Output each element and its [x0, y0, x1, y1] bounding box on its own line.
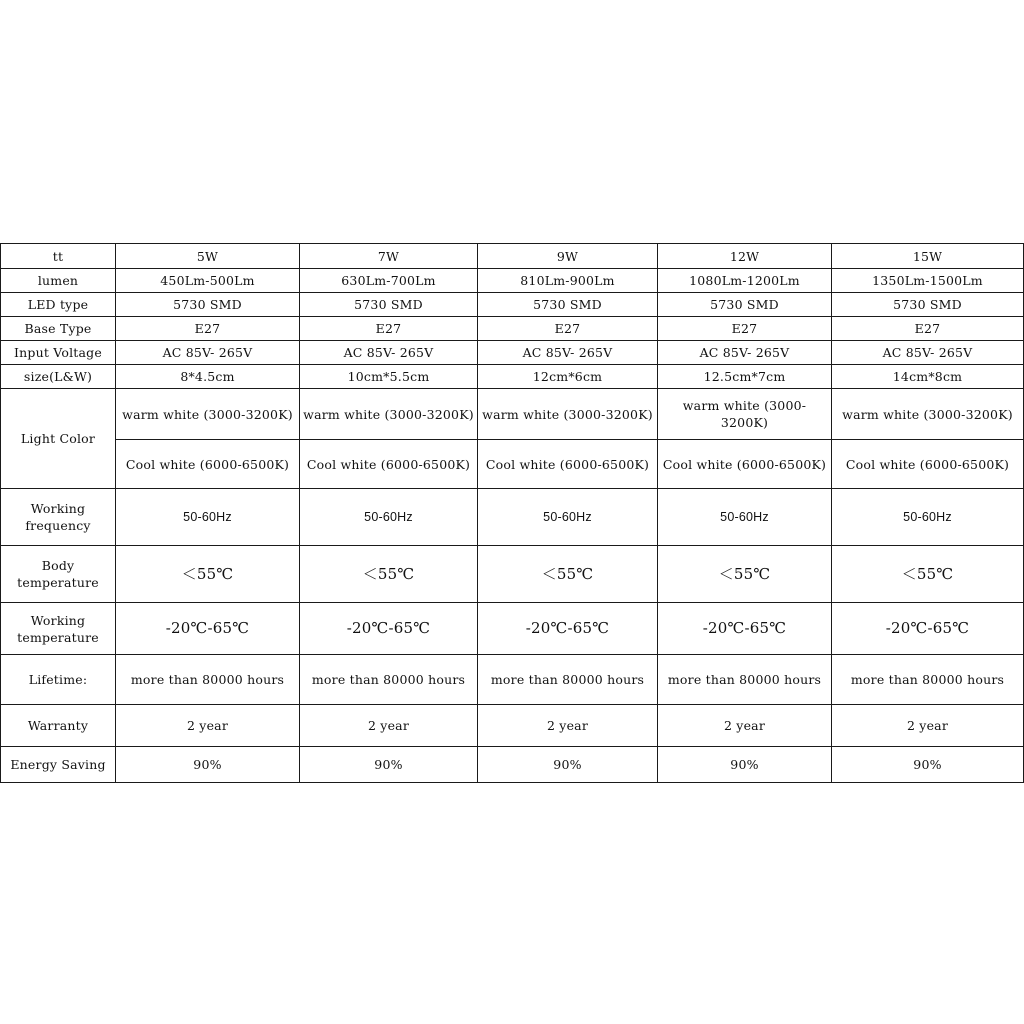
input-voltage-12w: AC 85V- 265V	[658, 341, 832, 365]
row-label-warranty: Warranty	[1, 705, 116, 747]
row-label-lumen: lumen	[1, 269, 116, 293]
lifetime-7w: more than 80000 hours	[300, 655, 478, 705]
size-5w: 8*4.5cm	[116, 365, 300, 389]
working-temperature-7w: -20℃-65℃	[300, 603, 478, 655]
energy-saving-12w: 90%	[658, 747, 832, 783]
body-temperature-7w: ＜55℃	[300, 546, 478, 603]
working-frequency-row	[1, 489, 1024, 546]
body-temperature-row	[1, 546, 1024, 603]
input-voltage-9w: AC 85V- 265V	[478, 341, 658, 365]
row-label-working-frequency	[1, 489, 116, 546]
input-voltage-15w: AC 85V- 265V	[832, 341, 1024, 365]
row-label-base-type: Base Type	[1, 317, 116, 341]
lifetime-5w: more than 80000 hours	[116, 655, 300, 705]
lumen-7w: 630Lm-700Lm	[300, 269, 478, 293]
light-color-cool-row	[1, 440, 1024, 489]
frequency-9w: 50-60Hz	[478, 489, 658, 546]
working-temperature-5w: -20℃-65℃	[116, 603, 300, 655]
light-color-warm-row	[1, 389, 1024, 440]
working-temperature-row	[1, 603, 1024, 655]
frequency-5w: 50-60Hz	[116, 489, 300, 546]
energy-saving-9w: 90%	[478, 747, 658, 783]
cool-white-15w: Cool white (6000-6500K)	[832, 440, 1024, 489]
frequency-12w: 50-60Hz	[658, 489, 832, 546]
body-temperature-label-line2: temperature	[17, 575, 99, 590]
warm-white-9w: warm white (3000-3200K)	[478, 389, 658, 440]
body-temperature-12w: ＜55℃	[658, 546, 832, 603]
warm-white-7w: warm white (3000-3200K)	[300, 389, 478, 440]
warranty-7w: 2 year	[300, 705, 478, 747]
lifetime-12w: more than 80000 hours	[658, 655, 832, 705]
warm-white-5w: warm white (3000-3200K)	[116, 389, 300, 440]
lumen-row	[1, 269, 1024, 293]
lumen-5w: 450Lm-500Lm	[116, 269, 300, 293]
warranty-12w: 2 year	[658, 705, 832, 747]
warranty-9w: 2 year	[478, 705, 658, 747]
body-temperature-5w: ＜55℃	[116, 546, 300, 603]
cool-white-12w: Cool white (6000-6500K)	[658, 440, 832, 489]
led-type-5w: 5730 SMD	[116, 293, 300, 317]
header-row	[1, 244, 1024, 269]
size-7w: 10cm*5.5cm	[300, 365, 478, 389]
size-row	[1, 365, 1024, 389]
working-temperature-label-line1: Working	[30, 612, 86, 628]
size-9w: 12cm*6cm	[478, 365, 658, 389]
row-label-size: size(L&W)	[1, 365, 116, 389]
row-label-energy-saving: Energy Saving	[1, 747, 116, 783]
input-voltage-5w: AC 85V- 265V	[116, 341, 300, 365]
corner-cell: tt	[1, 244, 116, 269]
warm-white-12w: warm white (3000-3200K)	[658, 389, 832, 440]
working-temperature-12w: -20℃-65℃	[658, 603, 832, 655]
body-temperature-15w: ＜55℃	[832, 546, 1024, 603]
working-frequency-label-line1: Working	[30, 501, 86, 516]
base-type-12w: E27	[658, 317, 832, 341]
led-type-7w: 5730 SMD	[300, 293, 478, 317]
base-type-5w: E27	[116, 317, 300, 341]
input-voltage-row	[1, 341, 1024, 365]
spec-table	[0, 243, 1024, 783]
energy-saving-15w: 90%	[832, 747, 1024, 783]
energy-saving-7w: 90%	[300, 747, 478, 783]
warranty-15w: 2 year	[832, 705, 1024, 747]
cool-white-7w: Cool white (6000-6500K)	[300, 440, 478, 489]
working-temperature-15w: -20℃-65℃	[832, 603, 1024, 655]
lifetime-15w: more than 80000 hours	[832, 655, 1024, 705]
base-type-9w: E27	[478, 317, 658, 341]
size-12w: 12.5cm*7cm	[658, 365, 832, 389]
led-type-row	[1, 293, 1024, 317]
working-temperature-label-line2: temperature	[17, 629, 99, 645]
lifetime-row	[1, 655, 1024, 705]
row-label-input-voltage: Input Voltage	[1, 341, 116, 365]
cool-white-5w: Cool white (6000-6500K)	[116, 440, 300, 489]
cool-white-9w: Cool white (6000-6500K)	[478, 440, 658, 489]
base-type-row	[1, 317, 1024, 341]
lumen-15w: 1350Lm-1500Lm	[832, 269, 1024, 293]
frequency-15w: 50-60Hz	[832, 489, 1024, 546]
lumen-9w: 810Lm-900Lm	[478, 269, 658, 293]
base-type-15w: E27	[832, 317, 1024, 341]
column-header-5w: 5W	[116, 244, 300, 269]
warranty-row	[1, 705, 1024, 747]
column-header-12w: 12W	[658, 244, 832, 269]
base-type-7w: E27	[300, 317, 478, 341]
row-label-lifetime: Lifetime:	[1, 655, 116, 705]
led-type-12w: 5730 SMD	[658, 293, 832, 317]
row-label-body-temperature	[1, 546, 116, 603]
energy-saving-5w: 90%	[116, 747, 300, 783]
led-type-9w: 5730 SMD	[478, 293, 658, 317]
size-15w: 14cm*8cm	[832, 365, 1024, 389]
input-voltage-7w: AC 85V- 265V	[300, 341, 478, 365]
column-header-7w: 7W	[300, 244, 478, 269]
row-label-working-temperature	[1, 603, 116, 655]
lumen-12w: 1080Lm-1200Lm	[658, 269, 832, 293]
body-temperature-label-line1: Body	[41, 558, 75, 573]
row-label-led-type: LED type	[1, 293, 116, 317]
frequency-7w: 50-60Hz	[300, 489, 478, 546]
row-label-light-color: Light Color	[1, 389, 116, 489]
energy-saving-row	[1, 747, 1024, 783]
lifetime-9w: more than 80000 hours	[478, 655, 658, 705]
working-frequency-label-line2: frequency	[25, 518, 91, 533]
column-header-15w: 15W	[832, 244, 1024, 269]
led-type-15w: 5730 SMD	[832, 293, 1024, 317]
column-header-9w: 9W	[478, 244, 658, 269]
body-temperature-9w: ＜55℃	[478, 546, 658, 603]
working-temperature-9w: -20℃-65℃	[478, 603, 658, 655]
warranty-5w: 2 year	[116, 705, 300, 747]
warm-white-15w: warm white (3000-3200K)	[832, 389, 1024, 440]
